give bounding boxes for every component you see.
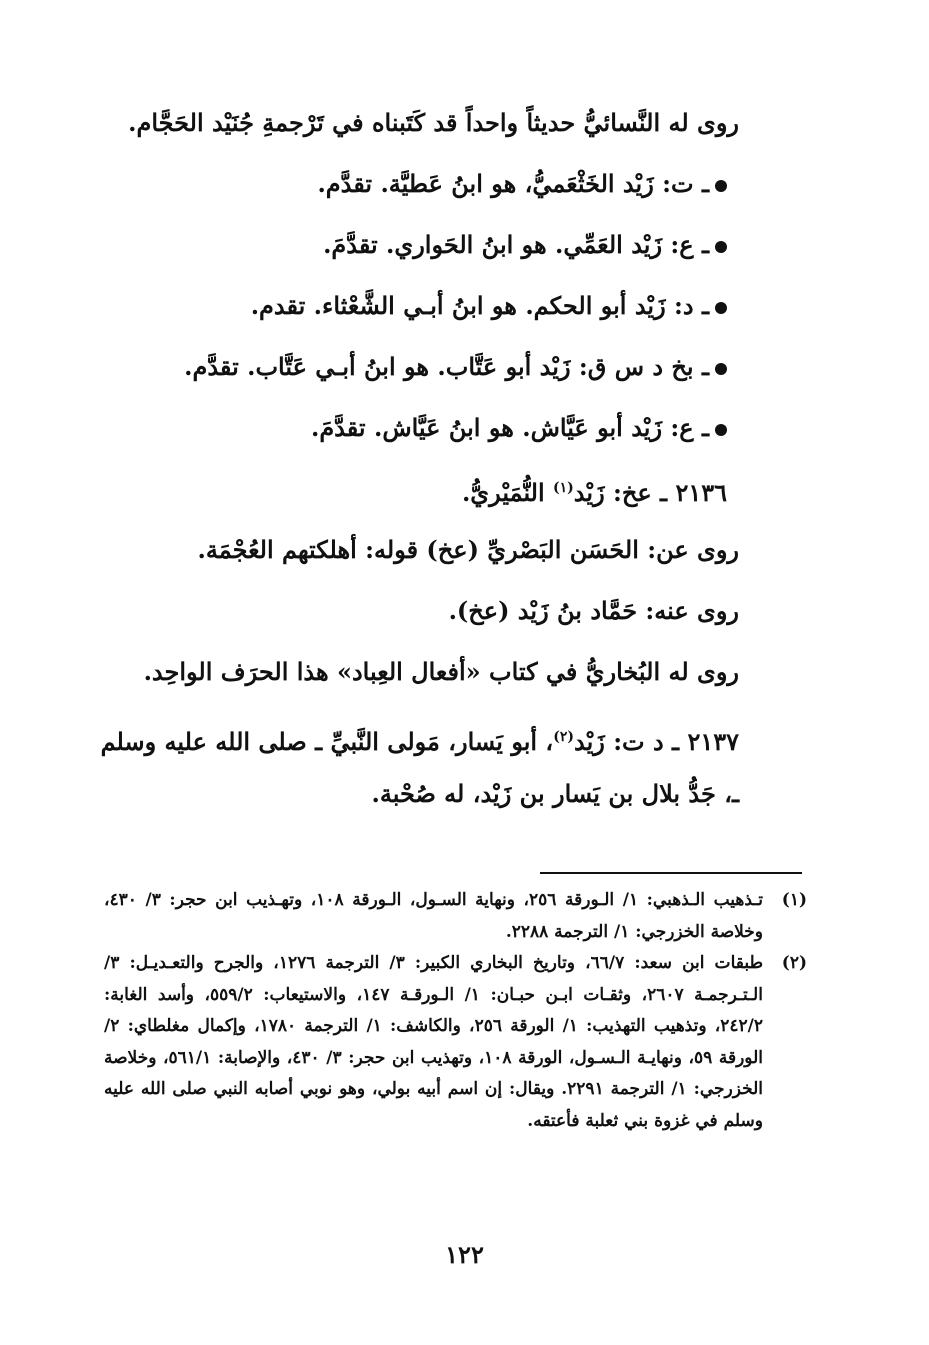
text-line: روى له النَّسائيُّ حديثاً واحداً قد كَتَبناه في تَرْجمةِ جُنَيْد الحَجَّام. bbox=[128, 108, 739, 137]
footnote-ref: (٢) bbox=[553, 729, 574, 745]
bullet-entry: ـ ع: زَيْد العَمِّي. هو ابنُ الحَواري. تقدَّمَ. bbox=[100, 214, 739, 275]
footnote bbox=[104, 948, 807, 1137]
footnote-number: (٢) bbox=[781, 953, 807, 973]
main-text bbox=[100, 92, 739, 820]
bullet-icon bbox=[715, 180, 727, 192]
text-line: روى له البُخاريُّ في كتاب «أفعال العِباد» هذا الحرَف الواحِد. bbox=[143, 657, 739, 686]
entry-heading-2137: ٢١٣٧ ـ د ت: زَيْد$^{(٢)}$، أبو يَسار، مَولى النَّبيِّ ـ صلى الله عليه وسلم ـ، جَدُّ بلال بن يَسار بن زَيْد، له صُحْبة. bbox=[100, 727, 739, 808]
bullet-icon bbox=[715, 424, 727, 436]
footnote-divider bbox=[540, 872, 802, 874]
footnote bbox=[104, 885, 807, 948]
bullet-icon bbox=[715, 363, 727, 375]
footnote-text: تـذهيب الـذهبي: ١/ الـورقة ٢٥٦، ونهاية السـول، الـورقة ١٠٨، وتهـذيب ابن حجر: ٣/ ٤٣٠، وخلاصة الخزرجي: ١/ الترجمة ٢٢٨٨. bbox=[104, 890, 763, 942]
footnote-number: (١) bbox=[781, 890, 807, 910]
bullet-icon bbox=[715, 241, 727, 253]
bullet-icon bbox=[715, 302, 727, 314]
entry-heading-2136: ٢١٣٦ ـ عخ: زَيْد$^{(١)}$ النُّمَيْريُّ. bbox=[461, 478, 727, 507]
bullet-entry: ـ د: زَيْد أبو الحكم. هو ابنُ أبـي الشَّعْثاء. تقدم. bbox=[100, 275, 739, 336]
text-line: روى عنه: حَمَّاد بنُ زَيْد (عخ). bbox=[448, 596, 739, 625]
footnotes bbox=[104, 885, 807, 1137]
footnote-ref: (١) bbox=[553, 480, 574, 496]
bullet-entry: ـ ع: زَيْد أبو عَيَّاش. هو ابنُ عَيَّاش. تقدَّمَ. bbox=[100, 397, 739, 458]
bullet-entry: ـ ت: زَيْد الخَثْعَميُّ، هو ابنُ عَطيَّة. تقدَّم. bbox=[100, 153, 739, 214]
page-number: ١٢٢ bbox=[445, 1240, 484, 1269]
text-line: روى عن: الحَسَن البَصْريِّ (عخ) قوله: أهلكتهم العُجْمَة. bbox=[197, 535, 739, 564]
footnote-text: طبقات ابن سعد: ٦٦/٧، وتاريخ البخاري الكبير: ٣/ الترجمة ١٢٧٦، والجرح والتعـديـل: ٣/ الـتـرجمـة ٢٦٠٧، وثقـات ابـن حبـان: ١/ الـورقـة ١٤٧، والاستيعاب: ٥٥٩/٢، وأسد الغابة: ٢٤٢/٢، وتذهيب التهذيب: ١/ الورقة ٢٥٦، والكاشف: ١/ الترجمة ١٧٨٠، وإكمال مغلطاي: ٢/ الورقة ٥٩، ونهايـة الـسـول، الورقة ١٠٨، وتهذيب ابن حجر: ٣/ ٤٣٠، والإصابة: ٥٦١/١، وخلاصة الخزرجي: ١/ الترجمة ٢٢٩١. ويقال: إن اسم أبيه بولي، وهو نوبي أصابه النبي صلى الله عليه وسلم في غزوة بني ثعلبة فأعتقه. bbox=[104, 953, 764, 1131]
bullet-entry: ـ بخ د س ق: زَيْد أبو عَتَّاب. هو ابنُ أبـي عَتَّاب. تقدَّم. bbox=[100, 336, 739, 397]
